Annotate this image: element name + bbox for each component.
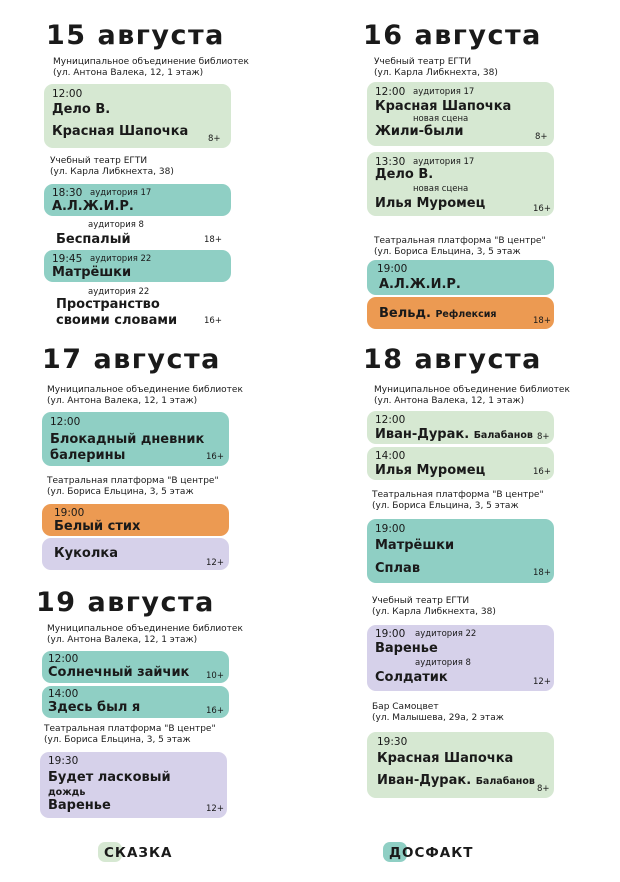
event-subtitle: Балабанов: [473, 430, 533, 441]
age-rating: 18+: [533, 568, 551, 578]
legend-dosfakt: ДОСФАКТ: [389, 845, 474, 861]
venue-18-4: [372, 702, 504, 724]
event-title: дождь: [48, 787, 86, 798]
event-room: аудитория 17: [413, 87, 475, 97]
event-card[interactable]: [42, 538, 229, 570]
event-card[interactable]: [367, 152, 554, 216]
event-note: новая сцена: [413, 184, 469, 194]
event-time: 12:00: [52, 88, 83, 100]
event-title: Будет ласковый: [48, 770, 171, 785]
event-time: 18:30: [52, 187, 83, 199]
event-time: 19:30: [48, 755, 79, 767]
event-note: новая сцена: [413, 114, 469, 124]
venue-16-2: [374, 236, 546, 258]
event-card[interactable]: [42, 686, 229, 718]
venue-19-1: [47, 624, 243, 646]
event-title: Илья Муромец: [375, 463, 486, 478]
event-card[interactable]: [44, 84, 231, 148]
event-time: 12:00: [50, 416, 81, 428]
venue-address: (ул. Бориса Ельцина, 3, 5 этаж: [372, 501, 519, 511]
venue-name: Бар Самоцвет: [372, 702, 439, 712]
event-time: 19:00: [375, 628, 406, 640]
event-room: аудитория 8: [415, 658, 471, 668]
event-card[interactable]: [44, 250, 231, 282]
event-title: Красная Шапочка: [375, 99, 512, 114]
event-title: Беспалый: [56, 232, 131, 247]
venue-name: Муниципальное объединение библиотек: [47, 385, 243, 395]
age-rating: 12+: [206, 558, 224, 568]
event-title: Варенье: [48, 798, 111, 813]
venue-address: (ул. Карла Либкнехта, 38): [372, 607, 496, 617]
event-title: Блокадный дневник: [50, 432, 205, 447]
event-title-main: Иван-Дурак.: [377, 773, 472, 788]
event-room: аудитория 8: [88, 220, 144, 230]
venue-17-1: [47, 385, 243, 407]
event-time: 12:00: [375, 414, 406, 426]
venue-name: Театральная платформа "В центре": [44, 724, 216, 734]
age-rating: 16+: [533, 204, 551, 214]
event-card[interactable]: [44, 285, 231, 329]
venue-name: Учебный театр ЕГТИ: [372, 596, 470, 606]
venue-address: (ул. Антона Валека, 12, 1 этаж): [53, 68, 204, 78]
event-title: Красная Шапочка: [377, 751, 514, 766]
event-title: Белый стих: [54, 519, 141, 534]
venue-15-1: [53, 57, 249, 79]
event-subtitle: Балабанов: [475, 776, 535, 787]
age-rating: 8+: [208, 134, 221, 144]
venue-name: Учебный театр ЕГТИ: [50, 156, 148, 166]
event-title: Сплав: [375, 561, 421, 576]
event-title: А.Л.Ж.И.Р.: [52, 199, 134, 214]
date-15: 15 августа: [46, 20, 225, 51]
age-rating: 16+: [206, 706, 224, 716]
venue-18-3: [372, 596, 496, 618]
event-title: Здесь был я: [48, 700, 141, 715]
venue-name: Учебный театр ЕГТИ: [374, 57, 472, 67]
event-card[interactable]: [44, 184, 231, 216]
event-time: 14:00: [375, 450, 406, 462]
date-18: 18 августа: [363, 344, 542, 375]
event-title: Матрёшки: [375, 538, 455, 553]
event-room: аудитория 17: [90, 188, 152, 198]
event-card[interactable]: [367, 447, 554, 480]
event-title: Дело В.: [375, 167, 434, 182]
venue-address: (ул. Малышева, 29а, 2 этаж: [372, 713, 504, 723]
event-card[interactable]: [367, 411, 554, 444]
venue-address: (ул. Карла Либкнехта, 38): [374, 68, 498, 78]
event-time: 19:00: [377, 263, 408, 275]
event-time: 12:00: [375, 86, 406, 98]
event-title: балерины: [50, 448, 126, 463]
venue-address: (ул. Бориса Ельцина, 3, 5 этаж: [374, 247, 521, 257]
legend-skazka: СКАЗКА: [104, 845, 173, 861]
age-rating: 10+: [206, 671, 224, 681]
event-title: Красная Шапочка: [52, 124, 189, 139]
date-16: 16 августа: [363, 20, 542, 51]
event-title: Матрёшки: [52, 265, 132, 280]
event-title: Варенье: [375, 641, 438, 656]
venue-name: Театральная платформа "В центре": [372, 490, 544, 500]
age-rating: 16+: [204, 316, 222, 326]
event-title: Дело В.: [52, 102, 111, 117]
event-title: Солнечный зайчик: [48, 665, 190, 680]
event-card[interactable]: [42, 651, 229, 683]
date-17: 17 августа: [42, 344, 221, 375]
event-room: аудитория 22: [88, 287, 150, 297]
event-time: 19:00: [54, 507, 85, 519]
venue-address: (ул. Карла Либкнехта, 38): [50, 167, 174, 177]
venue-19-2: [44, 724, 216, 746]
venue-name: Муниципальное объединение библиотек: [374, 385, 570, 395]
venue-address: (ул. Бориса Ельцина, 3, 5 этаж: [44, 735, 191, 745]
event-card[interactable]: [367, 625, 554, 691]
event-card[interactable]: [367, 732, 554, 798]
event-title-main: Вельд.: [379, 306, 431, 321]
venue-name: Муниципальное объединение библиотек: [53, 57, 249, 67]
event-title: [379, 306, 497, 322]
age-rating: 12+: [533, 677, 551, 687]
venue-name: Муниципальное объединение библиотек: [47, 624, 243, 634]
event-time: 12:00: [48, 653, 79, 665]
venue-17-2: [47, 476, 219, 498]
age-rating: 16+: [206, 452, 224, 462]
age-rating: 16+: [533, 467, 551, 477]
age-rating: 12+: [206, 804, 224, 814]
event-card[interactable]: [367, 297, 554, 329]
venue-16-1: [374, 57, 498, 79]
date-19: 19 августа: [36, 587, 215, 618]
event-time: 19:00: [375, 523, 406, 535]
event-title: Солдатик: [375, 670, 448, 685]
age-rating: 18+: [204, 235, 222, 245]
event-room: аудитория 22: [90, 254, 152, 264]
venue-name: Театральная платформа "В центре": [47, 476, 219, 486]
event-room: аудитория 17: [413, 157, 475, 167]
age-rating: 8+: [537, 784, 550, 794]
venue-15-2: [50, 156, 174, 178]
event-title: [377, 773, 535, 789]
venue-address: (ул. Антона Валека, 12, 1 этаж): [47, 635, 198, 645]
event-card[interactable]: [40, 752, 227, 818]
event-card[interactable]: [367, 519, 554, 583]
event-title: своими словами: [56, 313, 178, 328]
event-time: 13:30: [375, 156, 406, 168]
venue-address: (ул. Антона Валека, 12, 1 этаж): [47, 396, 198, 406]
event-title: Куколка: [54, 546, 118, 561]
venue-address: (ул. Бориса Ельцина, 3, 5 этаж: [47, 487, 194, 497]
event-title: [375, 427, 533, 443]
event-card[interactable]: [42, 504, 229, 536]
venue-18-1: [374, 385, 570, 407]
venue-name: Театральная платформа "В центре": [374, 236, 546, 246]
venue-address: (ул. Антона Валека, 12, 1 этаж): [374, 396, 525, 406]
event-time: 19:30: [377, 736, 408, 748]
event-time: 19:45: [52, 253, 83, 265]
event-card[interactable]: [367, 260, 554, 295]
event-card[interactable]: [44, 218, 231, 248]
age-rating: 18+: [533, 316, 551, 326]
age-rating: 8+: [537, 432, 550, 442]
event-time: 14:00: [48, 688, 79, 700]
event-title: Жили-были: [375, 124, 464, 139]
event-subtitle: Рефлексия: [435, 309, 497, 320]
event-title: Пространство: [56, 297, 160, 312]
event-title: А.Л.Ж.И.Р.: [379, 277, 461, 292]
age-rating: 8+: [535, 132, 548, 142]
event-room: аудитория 22: [415, 629, 477, 639]
event-title: Илья Муромец: [375, 196, 486, 211]
event-title-main: Иван-Дурак.: [375, 427, 470, 442]
venue-18-2: [372, 490, 544, 512]
event-card[interactable]: [42, 412, 229, 466]
event-card[interactable]: [367, 82, 554, 146]
